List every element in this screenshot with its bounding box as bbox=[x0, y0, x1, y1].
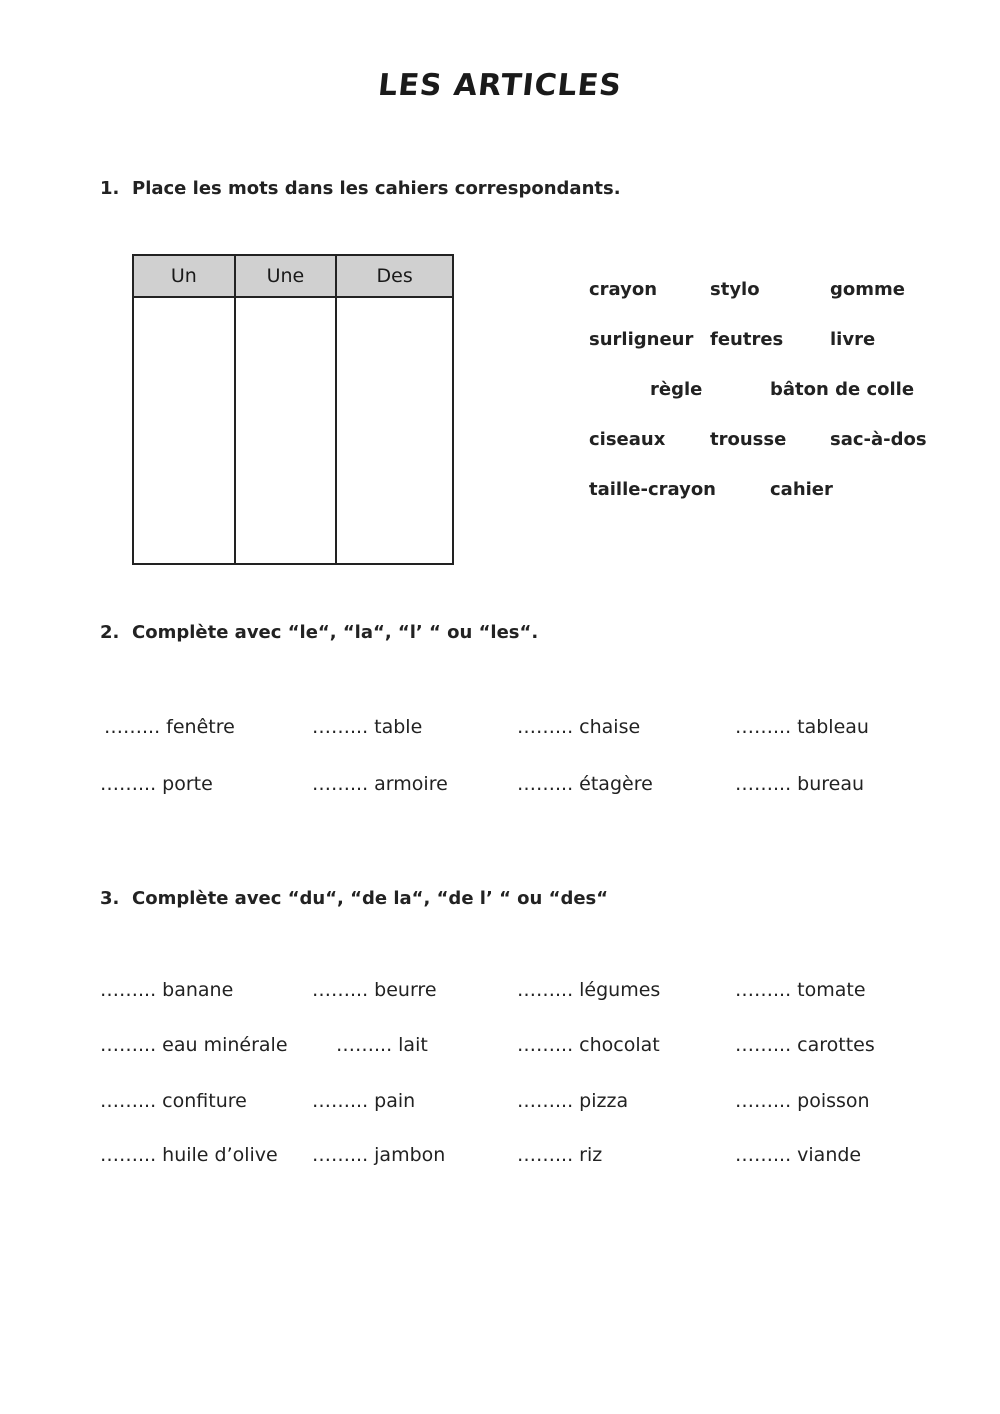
question-3 bbox=[100, 888, 608, 909]
question-number: 2. bbox=[100, 622, 120, 643]
word-card[interactable]: taille-crayon bbox=[589, 479, 716, 500]
fill-blank-item[interactable]: ……... lait bbox=[336, 1034, 428, 1056]
fill-blank-item[interactable]: ……... pizza bbox=[517, 1090, 629, 1112]
column-header-des: Des bbox=[336, 255, 453, 297]
word-card[interactable]: feutres bbox=[710, 329, 784, 350]
drop-zone-une[interactable] bbox=[235, 297, 337, 564]
fill-blank-item[interactable]: ……... jambon bbox=[312, 1144, 446, 1166]
fill-blank-item[interactable]: ……... beurre bbox=[312, 979, 437, 1001]
word-card[interactable]: sac-à-dos bbox=[830, 429, 927, 450]
word-card[interactable]: surligneur bbox=[589, 329, 694, 350]
word-card[interactable]: ciseaux bbox=[589, 429, 666, 450]
fill-blank-item[interactable]: ……... poisson bbox=[735, 1090, 870, 1112]
fill-blank-item[interactable]: ……... carottes bbox=[735, 1034, 875, 1056]
word-card[interactable]: règle bbox=[650, 379, 703, 400]
fill-blank-item[interactable]: ……... tomate bbox=[735, 979, 866, 1001]
fill-blank-item[interactable]: ……... pain bbox=[312, 1090, 416, 1112]
fill-blank-item[interactable]: ……... bureau bbox=[735, 773, 865, 795]
fill-blank-item[interactable]: ……... table bbox=[312, 716, 423, 738]
question-number: 3. bbox=[100, 888, 120, 909]
drop-zone-des[interactable] bbox=[336, 297, 453, 564]
question-number: 1. bbox=[100, 178, 120, 199]
word-card[interactable]: stylo bbox=[710, 279, 760, 300]
word-card[interactable]: trousse bbox=[710, 429, 787, 450]
fill-blank-item[interactable]: ……... légumes bbox=[517, 979, 661, 1001]
word-card[interactable]: cahier bbox=[770, 479, 833, 500]
question-instruction: Complète avec “du“, “de la“, “de l’ “ ou “des“ bbox=[132, 888, 609, 909]
column-header-une: Une bbox=[235, 255, 337, 297]
column-header-un: Un bbox=[133, 255, 235, 297]
word-card[interactable]: livre bbox=[830, 329, 876, 350]
page-title: LES ARTICLES bbox=[376, 68, 624, 103]
fill-blank-item[interactable]: ……... riz bbox=[517, 1144, 603, 1166]
sorting-table bbox=[132, 254, 454, 565]
fill-blank-item[interactable]: ……... huile d’olive bbox=[100, 1144, 278, 1166]
fill-blank-item[interactable]: ……... viande bbox=[735, 1144, 862, 1166]
fill-blank-item[interactable]: ……... chaise bbox=[517, 716, 641, 738]
fill-blank-item[interactable]: ……... tableau bbox=[735, 716, 869, 738]
fill-blank-item[interactable]: ……... banane bbox=[100, 979, 234, 1001]
fill-blank-item[interactable]: ……... chocolat bbox=[517, 1034, 660, 1056]
word-card[interactable]: crayon bbox=[589, 279, 658, 300]
word-card[interactable]: bâton de colle bbox=[770, 379, 915, 400]
drop-zone-un[interactable] bbox=[133, 297, 235, 564]
fill-blank-item[interactable]: ……... étagère bbox=[517, 773, 653, 795]
fill-blank-item[interactable]: ……... eau minérale bbox=[100, 1034, 288, 1056]
fill-blank-item[interactable]: ……... porte bbox=[100, 773, 213, 795]
question-2 bbox=[100, 622, 538, 643]
word-card[interactable]: gomme bbox=[830, 279, 905, 300]
fill-blank-item[interactable]: ……... fenêtre bbox=[104, 716, 235, 738]
fill-blank-item[interactable]: ……... confiture bbox=[100, 1090, 247, 1112]
fill-blank-item[interactable]: ……... armoire bbox=[312, 773, 448, 795]
question-1 bbox=[100, 178, 621, 199]
question-instruction: Place les mots dans les cahiers correspondants. bbox=[132, 178, 621, 199]
question-instruction: Complète avec “le“, “la“, “l’ “ ou “les“. bbox=[132, 622, 539, 643]
